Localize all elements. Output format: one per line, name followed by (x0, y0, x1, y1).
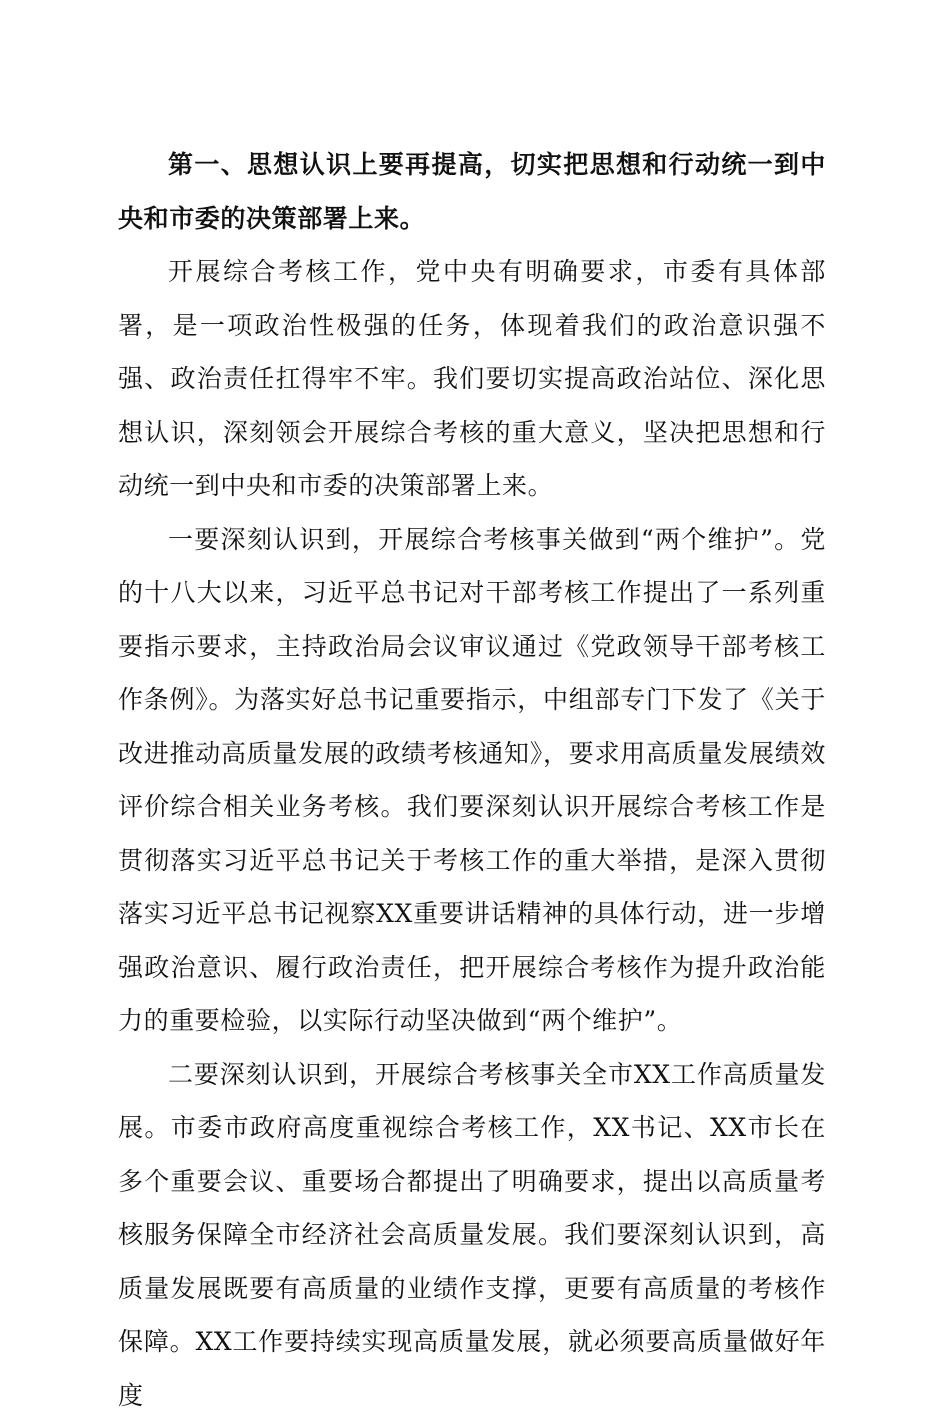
paragraph-point-two: 二要深刻认识到，开展综合考核事关全市XX工作高质量发展。市委市政府高度重视综合考核工作，XX书记、XX市长在多个重要会议、重要场合都提出了明确要求，提出以高质量考核服务保障全市经济社会高质量发展。我们要深刻认识到，高质量发展既要有高质量的业绩作支撑，更要有高质量的考核作保障。XX工作要持续实现高质量发展，就必须要高质量做好年度 (118, 1048, 826, 1422)
paragraph-point-one: 一要深刻认识到，开展综合考核事关做到“两个维护”。党的十八大以来，习近平总书记对干部考核工作提出了一系列重要指示要求，主持政治局会议审议通过《党政领导干部考核工作条例》。为落实好总书记重要指示，中组部专门下发了《关于改进推动高质量发展的政绩考核通知》，要求用高质量发展绩效评价综合相关业务考核。我们要深刻认识开展综合考核工作是贯彻落实习近平总书记关于考核工作的重大举措，是深入贯彻落实习近平总书记视察XX重要讲话精神的具体行动，进一步增强政治意识、履行政治责任，把开展综合考核作为提升政治能力的重要检验，以实际行动坚决做到“两个维护”。 (118, 513, 826, 1048)
paragraph-intro: 开展综合考核工作，党中央有明确要求，市委有具体部署，是一项政治性极强的任务，体现着我们的政治意识强不强、政治责任扛得牢不牢。我们要切实提高政治站位、深化思想认识，深刻领会开展综合考核的重大意义，坚决把思想和行动统一到中央和市委的决策部署上来。 (118, 245, 826, 513)
document-body (118, 138, 826, 1422)
section-heading: 第一、思想认识上要再提高，切实把思想和行动统一到中央和市委的决策部署上来。 (118, 138, 826, 245)
